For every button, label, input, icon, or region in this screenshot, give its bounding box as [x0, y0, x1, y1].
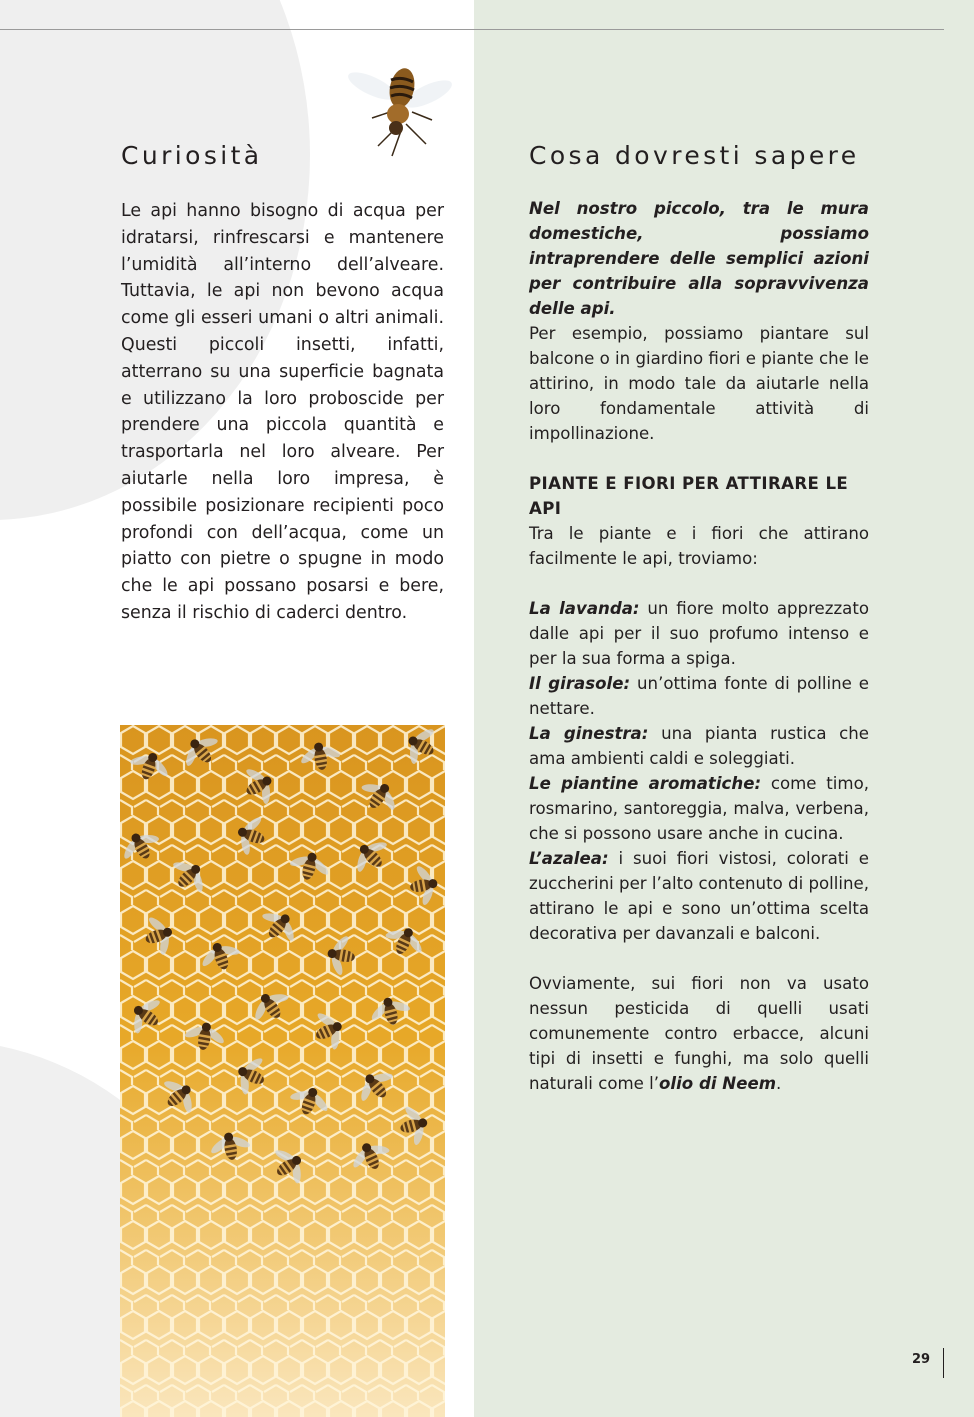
curiosita-heading: Curiosità [121, 141, 263, 170]
closing-paragraph [529, 971, 869, 1096]
bee-thorax [387, 104, 409, 124]
plant-desc: come timo, rosmarino, santoreggia, malva, verbena, che si possono usare anche in cucina. [529, 774, 870, 843]
page-number-rule [943, 1348, 944, 1378]
plants-subheading: PIANTE E FIORI PER ATTIRARE LE API [529, 474, 849, 518]
closing-text: Ovviamente, sui fiori non va usato nessun pesticida di quelli usati comunemente contro erbacce, alcuni tipi di insetti e funghi, ma solo quelli naturali come l’ [529, 974, 869, 1093]
plant-item-azalea [529, 846, 869, 946]
plant-desc: un fiore molto apprezzato dalle api per il suo profumo intenso e per la sua forma a spiga. [529, 599, 870, 668]
neem-oil-term: olio di Neem [659, 1074, 776, 1093]
plant-item-aromatiche [529, 771, 869, 846]
cosa-sapere-heading: Cosa dovresti sapere [529, 141, 860, 170]
page-number: 29 [912, 1352, 931, 1367]
closing-end: . [776, 1074, 782, 1093]
bee-head [389, 121, 403, 135]
plant-term: La ginestra: [529, 724, 649, 743]
plant-desc: i suoi fiori vistosi, colorati e zuccherini per l’alto contenuto di polline, attirano le api e sono un’ottima scelta decorativa per davanzali e balconi. [529, 849, 869, 943]
plant-term: Il girasole: [529, 674, 631, 693]
plants-intro: Tra le piante e i fiori che attirano facilmente le api, troviamo: [529, 524, 869, 568]
plant-term: Le piantine aromatiche: [529, 774, 762, 793]
plant-item-ginestra [529, 721, 869, 771]
plant-item-girasole [529, 671, 869, 721]
honeycomb-photo [120, 725, 445, 1417]
bee-photo [340, 58, 455, 163]
plant-term: L’azalea: [529, 849, 609, 868]
plant-desc: un’ottima fonte di polline e nettare. [529, 674, 869, 718]
top-rule [0, 29, 944, 30]
intro-bold-paragraph: Nel nostro piccolo, tra le mura domestiche, possiamo intraprendere delle semplici azioni per contribuire alla sopravvivenza delle api. [529, 199, 869, 318]
plant-item-lavanda [529, 596, 869, 671]
right-column [529, 196, 869, 1096]
curiosita-paragraph: Le api hanno bisogno di acqua per idratarsi, rinfrescarsi e mantenere l’umidità all’interno dell’alveare. Tuttavia, le api non bevono acqua come gli esseri umani o altri animali. Questi piccoli insetti, infatti, atterrano su una superficie bagnata e utilizzano la loro proboscide per prendere una piccola quantità e trasportarla nel loro alveare. Per aiutarle nella loro impresa, è possibile posizionare recipienti poco profondi con dell’acqua, come un piatto con pietre o spugne in modo che le api possano posarsi e bere, senza il rischio di caderci dentro. [121, 201, 444, 623]
intro-paragraph: Per esempio, possiamo piantare sul balcone o in giardino fiori e piante che le attirino, in modo tale da aiutarle nella loro fondamentale attività di impollinazione. [529, 324, 869, 443]
plant-desc: una pianta rustica che ama ambienti caldi e soleggiati. [529, 724, 869, 768]
plant-term: La lavanda: [529, 599, 640, 618]
